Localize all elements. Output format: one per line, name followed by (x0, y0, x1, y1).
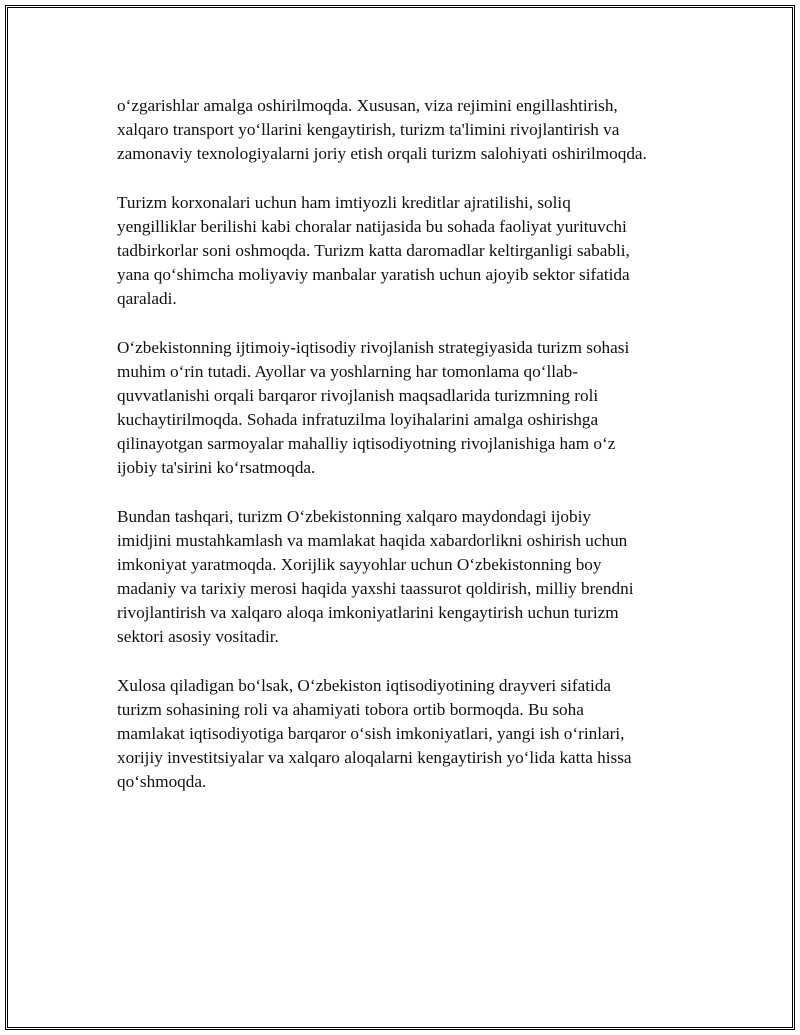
document-body (117, 94, 691, 819)
paragraph-3: O‘zbekistonning ijtimoiy-iqtisodiy rivojlanish strategiyasida turizm sohasi muhim o‘rin tutadi. Ayollar va yoshlarning har tomonlama qo‘llab- quvvatlanishi orqali barqaror rivojlanish maqsadlarida turizmning roli kuchaytirilmoqda. Sohada infratuzilma loyihalarini amalga oshirishga qilinayotgan sarmoyalar mahalliy iqtisodiyotning rivojlanishiga ham o‘z ijobiy ta'sirini ko‘rsatmoqda. (117, 338, 630, 477)
paragraph-1: o‘zgarishlar amalga oshirilmoqda. Xususan, viza rejimini engillashtirish, xalqaro transport yo‘llarini kengaytirish, turizm ta'limini rivojlantirish va zamonaviy texnologiyalarni joriy etish orqali turizm salohiyati oshirilmoqda. (117, 96, 647, 163)
paragraph-2: Turizm korxonalari uchun ham imtiyozli kreditlar ajratilishi, soliq yengilliklar berilishi kabi choralar natijasida bu sohada faoliyat yurituvchi tadbirkorlar soni oshmoqda. Turizm katta daromadlar keltirganligi sababli, yana qo‘shimcha moliyaviy manbalar yaratish uchun ajoyib sektor sifatida qaraladi. (117, 193, 630, 308)
paragraph-4: Bundan tashqari, turizm O‘zbekistonning xalqaro maydondagi ijobiy imidjini mustahkamlash va mamlakat haqida xabardorlikni oshirish uchun imkoniyat yaratmoqda. Xorijlik sayyohlar uchun O‘zbekistonning boy madaniy va tarixiy merosi haqida yaxshi taassurot qoldirish, milliy brendni rivojlantirish va xalqaro aloqa imkoniyatlarini kengaytirish uchun turizm sektori asosiy vositadir. (117, 507, 634, 646)
paragraph-5: Xulosa qiladigan bo‘lsak, O‘zbekiston iqtisodiyotining drayveri sifatida turizm sohasining roli va ahamiyati tobora ortib bormoqda. Bu soha mamlakat iqtisodiyotiga barqaror o‘sish imkoniyatlari, yangi ish o‘rinlari, xorijiy investitsiyalar va xalqaro aloqalarni kengaytirish yo‘lida katta hissa qo‘shmoqda. (117, 676, 632, 791)
